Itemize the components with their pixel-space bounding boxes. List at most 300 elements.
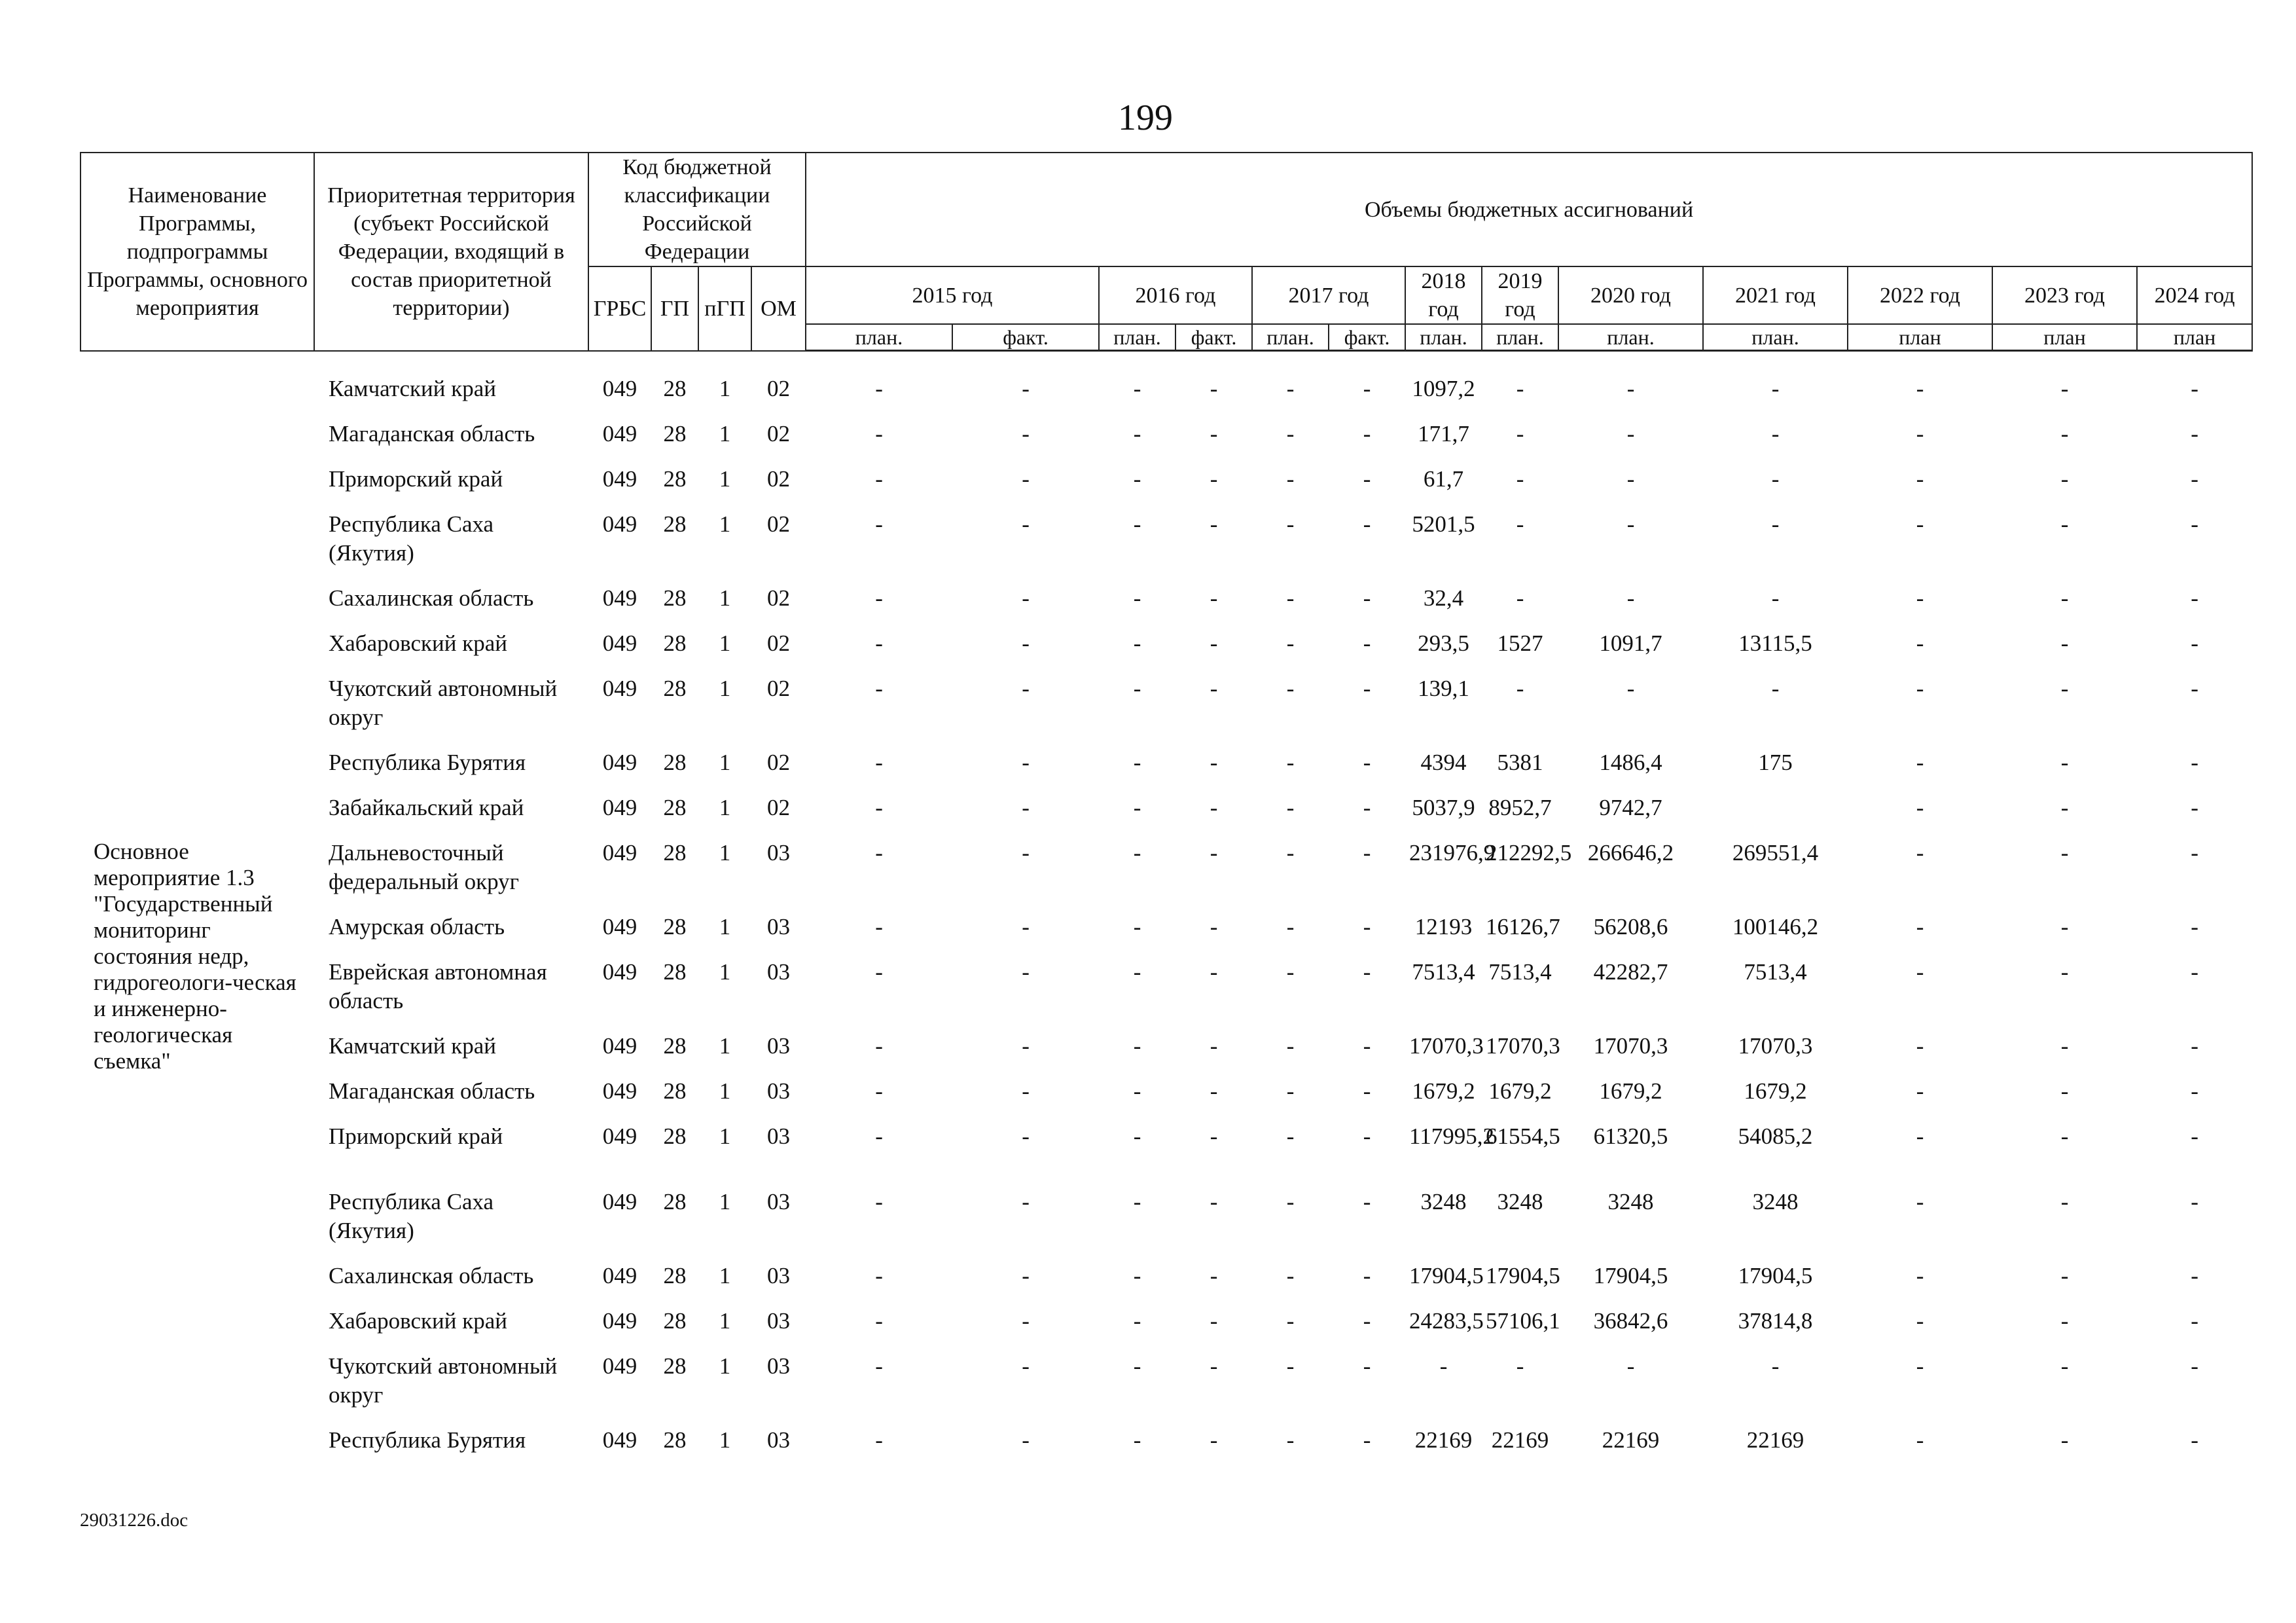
territory-cell: Республика Бурятия — [329, 750, 526, 775]
value-cell: - — [1363, 1308, 1371, 1334]
territory-cell: Республика Саха (Якутия) — [329, 1189, 494, 1243]
value-cell: 1679,2 — [1488, 1078, 1552, 1104]
value-cell: - — [1626, 421, 1635, 447]
value-cell: 17904,5 — [1486, 1263, 1560, 1288]
code-gp-cell: 28 — [663, 511, 687, 537]
code-om-cell: 02 — [767, 630, 790, 656]
value-cell: 22169 — [1602, 1427, 1660, 1453]
value-cell: - — [1022, 1189, 1030, 1214]
code-grbs-cell: 049 — [602, 676, 637, 701]
value-cell: - — [1363, 795, 1371, 820]
value-cell: - — [1210, 959, 1218, 985]
territory-cell: Чукотский автономный округ — [329, 1353, 558, 1408]
code-grbs-cell: 049 — [602, 1353, 637, 1379]
header-sub-plan: план. — [1558, 324, 1703, 351]
value-cell: 3248 — [1752, 1189, 1799, 1214]
header-gp: ГП — [651, 266, 698, 351]
value-cell: 16126,7 — [1486, 914, 1560, 939]
value-cell: 100146,2 — [1732, 914, 1819, 939]
territory-cell: Магаданская область — [329, 421, 535, 447]
territory-cell: Приморский край — [329, 466, 503, 492]
value-cell: 266646,2 — [1587, 840, 1674, 866]
table-row — [81, 578, 2296, 623]
table-row — [81, 623, 2296, 668]
code-pgp-cell: 1 — [719, 466, 731, 492]
header-year-2024: 2024 год — [2137, 266, 2252, 324]
value-cell: - — [2060, 840, 2069, 866]
value-cell: - — [1210, 421, 1218, 447]
value-cell: - — [1210, 376, 1218, 401]
value-cell: - — [875, 1078, 883, 1104]
value-cell: - — [2060, 630, 2069, 656]
value-cell: - — [1133, 376, 1141, 401]
table-row — [81, 414, 2296, 459]
value-cell: 17070,3 — [1593, 1033, 1668, 1059]
value-cell: 1091,7 — [1599, 630, 1662, 656]
value-cell: - — [2060, 1263, 2069, 1288]
measure-name-empty — [81, 504, 314, 578]
code-om-cell: 03 — [767, 840, 790, 866]
value-cell: 1679,2 — [1412, 1078, 1475, 1104]
header-year-2018: 2018 год — [1405, 266, 1482, 324]
measure-name-empty — [81, 1161, 314, 1256]
measure-name-empty — [81, 623, 314, 668]
value-cell: 32,4 — [1423, 585, 1464, 611]
value-cell: - — [1133, 1123, 1141, 1149]
value-cell: - — [2191, 466, 2198, 492]
value-cell: - — [1363, 1189, 1371, 1214]
value-cell: - — [1363, 376, 1371, 401]
code-gp-cell: 28 — [663, 1078, 687, 1104]
value-cell: 22169 — [1746, 1427, 1804, 1453]
measure-name: Основное мероприятие 1.3 "Государственный мониторинг состояния недр, гидрогеологи-ческая и инженерно-геологическая съемка" — [94, 839, 296, 1074]
header-sub-fact: факт. — [952, 324, 1099, 351]
value-cell: - — [1133, 914, 1141, 939]
value-cell: 12193 — [1414, 914, 1473, 939]
value-cell: - — [1286, 795, 1295, 820]
code-pgp-cell: 1 — [719, 511, 731, 537]
value-cell: - — [2191, 676, 2198, 701]
value-cell: - — [1133, 1308, 1141, 1334]
value-cell: - — [1626, 511, 1635, 537]
code-gp-cell: 28 — [663, 750, 687, 775]
code-pgp-cell: 1 — [719, 676, 731, 701]
header-year-2022: 2022 год — [1848, 266, 1992, 324]
budget-allocation-table — [80, 152, 2296, 1465]
value-cell: - — [1916, 421, 1924, 447]
value-cell: 17070,3 — [1486, 1033, 1560, 1059]
value-cell: - — [1210, 1427, 1218, 1453]
table-row — [81, 1420, 2296, 1465]
value-cell: - — [2191, 1078, 2198, 1104]
value-cell: - — [2060, 750, 2069, 775]
code-pgp-cell: 1 — [719, 914, 731, 939]
value-cell: - — [875, 959, 883, 985]
value-cell: - — [875, 1033, 883, 1059]
value-cell: - — [1363, 750, 1371, 775]
value-cell: - — [1363, 511, 1371, 537]
value-cell: - — [1516, 376, 1524, 401]
value-cell: - — [875, 1263, 883, 1288]
value-cell: 42282,7 — [1593, 959, 1668, 985]
value-cell: - — [1916, 750, 1924, 775]
table-row — [81, 668, 2296, 742]
value-cell: - — [1022, 466, 1030, 492]
value-cell: - — [2191, 1123, 2198, 1149]
header-name-col: Наименование Программы, подпрограммы Программы, основного мероприятия — [81, 153, 314, 351]
value-cell: - — [1286, 1427, 1295, 1453]
value-cell — [1703, 788, 1848, 833]
code-gp-cell: 28 — [663, 840, 687, 866]
value-cell: 7513,4 — [1412, 959, 1475, 985]
value-cell: - — [875, 750, 883, 775]
value-cell: - — [1363, 421, 1371, 447]
code-grbs-cell: 049 — [602, 421, 637, 447]
value-cell: 9742,7 — [1599, 795, 1662, 820]
value-cell: - — [1916, 511, 1924, 537]
value-cell: - — [2191, 795, 2198, 820]
value-cell: - — [2191, 585, 2198, 611]
table-row — [81, 1161, 2296, 1256]
value-cell: - — [1363, 914, 1371, 939]
code-om-cell: 03 — [767, 1353, 790, 1379]
territory-cell: Сахалинская область — [329, 585, 534, 611]
table-row — [81, 1256, 2296, 1301]
value-cell: - — [875, 1189, 883, 1214]
measure-name-empty — [81, 1256, 314, 1301]
table-row — [81, 369, 2296, 414]
code-gp-cell: 28 — [663, 1263, 687, 1288]
value-cell: - — [1133, 676, 1141, 701]
value-cell: 7513,4 — [1744, 959, 1807, 985]
value-cell: - — [1210, 1033, 1218, 1059]
code-grbs-cell: 049 — [602, 585, 637, 611]
value-cell: - — [2191, 1427, 2198, 1453]
territory-cell: Амурская область — [329, 914, 505, 939]
value-cell: - — [1133, 1263, 1141, 1288]
value-cell: - — [1133, 795, 1141, 820]
code-om-cell: 03 — [767, 959, 790, 985]
value-cell: - — [1286, 466, 1295, 492]
value-cell: - — [875, 676, 883, 701]
value-cell: - — [875, 376, 883, 401]
value-cell: - — [1916, 1078, 1924, 1104]
value-cell: - — [1771, 466, 1780, 492]
value-cell: - — [1626, 466, 1635, 492]
header-sub-plan: план — [1848, 324, 1992, 351]
value-cell: - — [2060, 585, 2069, 611]
value-cell: - — [1916, 1123, 1924, 1149]
header-sub-plan: план. — [1099, 324, 1175, 351]
code-grbs-cell: 049 — [602, 1427, 637, 1453]
value-cell: 13115,5 — [1738, 630, 1812, 656]
value-cell: - — [1771, 585, 1780, 611]
value-cell: - — [1286, 1189, 1295, 1214]
header-year-2023: 2023 год — [1992, 266, 2137, 324]
territory-cell: Приморский край — [329, 1123, 503, 1149]
code-grbs-cell: 049 — [602, 630, 637, 656]
value-cell: 3248 — [1420, 1189, 1467, 1214]
code-gp-cell: 28 — [663, 959, 687, 985]
value-cell: - — [1022, 511, 1030, 537]
header-om: ОМ — [751, 266, 806, 351]
value-cell: - — [2060, 1078, 2069, 1104]
value-cell: - — [1210, 1353, 1218, 1379]
measure-name-empty — [81, 1346, 314, 1420]
value-cell: 36842,6 — [1593, 1308, 1668, 1334]
value-cell: - — [1022, 959, 1030, 985]
value-cell: - — [1133, 630, 1141, 656]
value-cell: - — [1210, 585, 1218, 611]
value-cell: - — [1771, 421, 1780, 447]
header-sub-plan: план. — [1405, 324, 1482, 351]
measure-name-empty — [81, 1301, 314, 1346]
header-year-2016: 2016 год — [1099, 266, 1252, 324]
value-cell: - — [1771, 1353, 1780, 1379]
value-cell: 293,5 — [1418, 630, 1469, 656]
code-grbs-cell: 049 — [602, 840, 637, 866]
territory-cell: Чукотский автономный округ — [329, 676, 558, 730]
measure-name-empty — [81, 668, 314, 742]
value-cell: 61554,5 — [1486, 1123, 1560, 1149]
value-cell: - — [2060, 959, 2069, 985]
table-row — [81, 1071, 2296, 1116]
value-cell: 56208,6 — [1593, 914, 1668, 939]
value-cell: - — [1022, 376, 1030, 401]
value-cell: - — [1133, 959, 1141, 985]
value-cell: - — [1133, 1189, 1141, 1214]
value-cell: - — [875, 511, 883, 537]
header-volumes-group: Объемы бюджетных ассигнований — [806, 153, 2252, 266]
value-cell: - — [2191, 1263, 2198, 1288]
value-cell: - — [2060, 466, 2069, 492]
value-cell: - — [1916, 840, 1924, 866]
value-cell: - — [2060, 421, 2069, 447]
value-cell: 5201,5 — [1412, 511, 1475, 537]
value-cell: - — [1022, 750, 1030, 775]
value-cell: - — [1210, 914, 1218, 939]
code-gp-cell: 28 — [663, 585, 687, 611]
value-cell: 17904,5 — [1738, 1263, 1813, 1288]
value-cell: - — [1210, 1263, 1218, 1288]
value-cell: - — [1210, 795, 1218, 820]
table-row — [81, 907, 2296, 952]
code-om-cell: 02 — [767, 421, 790, 447]
value-cell: - — [1363, 840, 1371, 866]
value-cell: 5037,9 — [1412, 795, 1475, 820]
value-cell: - — [1133, 840, 1141, 866]
value-cell: - — [875, 795, 883, 820]
value-cell: - — [2060, 1308, 2069, 1334]
value-cell: 1527 — [1497, 630, 1543, 656]
value-cell: - — [1022, 1123, 1030, 1149]
code-gp-cell: 28 — [663, 914, 687, 939]
value-cell: - — [1516, 511, 1524, 537]
value-cell: - — [1133, 1427, 1141, 1453]
code-gp-cell: 28 — [663, 795, 687, 820]
value-cell: 139,1 — [1418, 676, 1469, 701]
code-grbs-cell: 049 — [602, 750, 637, 775]
value-cell: - — [1210, 750, 1218, 775]
value-cell: - — [1022, 1353, 1030, 1379]
code-om-cell: 02 — [767, 466, 790, 492]
header-sub-plan: план. — [1252, 324, 1329, 351]
value-cell: - — [875, 421, 883, 447]
value-cell: - — [1286, 1033, 1295, 1059]
territory-cell: Забайкальский край — [329, 795, 524, 820]
territory-cell: Дальневосточный федеральный округ — [329, 840, 519, 894]
code-gp-cell: 28 — [663, 630, 687, 656]
table-row — [81, 459, 2296, 504]
value-cell: - — [1516, 585, 1524, 611]
value-cell: - — [1363, 466, 1371, 492]
table-row — [81, 742, 2296, 788]
value-cell: - — [1022, 1427, 1030, 1453]
table-row — [81, 1301, 2296, 1346]
value-cell: - — [1210, 1123, 1218, 1149]
code-om-cell: 02 — [767, 511, 790, 537]
measure-name-empty — [81, 414, 314, 459]
code-grbs-cell: 049 — [602, 1308, 637, 1334]
code-om-cell: 02 — [767, 676, 790, 701]
value-cell: - — [1516, 676, 1524, 701]
code-om-cell: 03 — [767, 1189, 790, 1214]
value-cell: - — [1210, 1308, 1218, 1334]
value-cell: - — [1286, 959, 1295, 985]
code-om-cell: 02 — [767, 750, 790, 775]
value-cell: 37814,8 — [1738, 1308, 1813, 1334]
code-gp-cell: 28 — [663, 1353, 687, 1379]
code-om-cell: 03 — [767, 1033, 790, 1059]
code-grbs-cell: 049 — [602, 1033, 637, 1059]
code-om-cell: 03 — [767, 1308, 790, 1334]
value-cell: - — [875, 1123, 883, 1149]
value-cell: 1097,2 — [1412, 376, 1475, 401]
value-cell: - — [1439, 1353, 1448, 1379]
value-cell: - — [2191, 511, 2198, 537]
territory-cell: Камчатский край — [329, 376, 497, 401]
value-cell: - — [1916, 676, 1924, 701]
value-cell: - — [1210, 1078, 1218, 1104]
value-cell: - — [1771, 376, 1780, 401]
value-cell: - — [2191, 750, 2198, 775]
value-cell: - — [2191, 630, 2198, 656]
value-cell: - — [1286, 376, 1295, 401]
value-cell: - — [2060, 1033, 2069, 1059]
value-cell: 24283,5 — [1409, 1308, 1484, 1334]
value-cell: - — [1916, 959, 1924, 985]
value-cell: - — [1916, 466, 1924, 492]
value-cell: - — [1363, 585, 1371, 611]
value-cell: - — [2191, 1033, 2198, 1059]
header-pgp: пГП — [698, 266, 751, 351]
header-year-2019: 2019 год — [1482, 266, 1558, 324]
value-cell: 269551,4 — [1732, 840, 1819, 866]
code-grbs-cell: 049 — [602, 1263, 637, 1288]
value-cell: - — [2060, 1123, 2069, 1149]
value-cell: 171,7 — [1418, 421, 1469, 447]
value-cell: - — [1022, 1263, 1030, 1288]
value-cell: - — [2060, 1427, 2069, 1453]
value-cell: 57106,1 — [1486, 1308, 1560, 1334]
code-grbs-cell: 049 — [602, 795, 637, 820]
header-year-2017: 2017 год — [1252, 266, 1405, 324]
value-cell: - — [1286, 511, 1295, 537]
value-cell: - — [1022, 840, 1030, 866]
value-cell: 4394 — [1420, 750, 1467, 775]
code-gp-cell: 28 — [663, 1308, 687, 1334]
value-cell: - — [875, 1353, 883, 1379]
code-grbs-cell: 049 — [602, 1189, 637, 1214]
code-pgp-cell: 1 — [719, 750, 731, 775]
code-grbs-cell: 049 — [602, 1123, 637, 1149]
value-cell: - — [2191, 376, 2198, 401]
code-om-cell: 03 — [767, 1263, 790, 1288]
value-cell: - — [1022, 1033, 1030, 1059]
value-cell: 175 — [1758, 750, 1793, 775]
code-gp-cell: 28 — [663, 466, 687, 492]
table-row — [81, 1026, 2296, 1071]
value-cell: - — [2191, 959, 2198, 985]
code-pgp-cell: 1 — [719, 1078, 731, 1104]
value-cell: - — [1286, 630, 1295, 656]
measure-name-empty — [81, 459, 314, 504]
value-cell: - — [1022, 676, 1030, 701]
table-body — [81, 351, 2296, 1466]
value-cell: - — [1022, 914, 1030, 939]
value-cell: - — [1133, 1353, 1141, 1379]
value-cell: 1486,4 — [1599, 750, 1662, 775]
value-cell: - — [2191, 421, 2198, 447]
value-cell: 1679,2 — [1599, 1078, 1662, 1104]
code-pgp-cell: 1 — [719, 1123, 731, 1149]
code-gp-cell: 28 — [663, 1427, 687, 1453]
value-cell: 22169 — [1414, 1427, 1473, 1453]
measure-name-empty — [81, 742, 314, 788]
header-row-1 — [81, 153, 2296, 266]
value-cell: - — [2060, 376, 2069, 401]
territory-cell: Хабаровский край — [329, 1308, 507, 1334]
code-pgp-cell: 1 — [719, 376, 731, 401]
value-cell: 5381 — [1497, 750, 1543, 775]
value-cell: 1679,2 — [1744, 1078, 1807, 1104]
value-cell: - — [1133, 466, 1141, 492]
code-grbs-cell: 049 — [602, 914, 637, 939]
value-cell: - — [2060, 795, 2069, 820]
value-cell: - — [1210, 676, 1218, 701]
territory-cell: Еврейская автономная область — [329, 959, 547, 1013]
value-cell: - — [1286, 585, 1295, 611]
value-cell: - — [1916, 795, 1924, 820]
value-cell: - — [1363, 959, 1371, 985]
value-cell: - — [875, 585, 883, 611]
value-cell: 117995,2 — [1409, 1123, 1494, 1149]
value-cell: 22169 — [1491, 1427, 1549, 1453]
value-cell: - — [1363, 676, 1371, 701]
value-cell: - — [2191, 840, 2198, 866]
code-pgp-cell: 1 — [719, 959, 731, 985]
header-sub-plan: план. — [806, 324, 952, 351]
value-cell: - — [1916, 914, 1924, 939]
header-year-2015: 2015 год — [806, 266, 1099, 324]
value-cell: - — [875, 1308, 883, 1334]
table-row — [81, 1346, 2296, 1420]
value-cell: - — [1210, 1189, 1218, 1214]
value-cell: - — [2191, 1189, 2198, 1214]
value-cell: - — [1133, 750, 1141, 775]
value-cell: - — [1022, 630, 1030, 656]
territory-cell: Республика Бурятия — [329, 1427, 526, 1453]
